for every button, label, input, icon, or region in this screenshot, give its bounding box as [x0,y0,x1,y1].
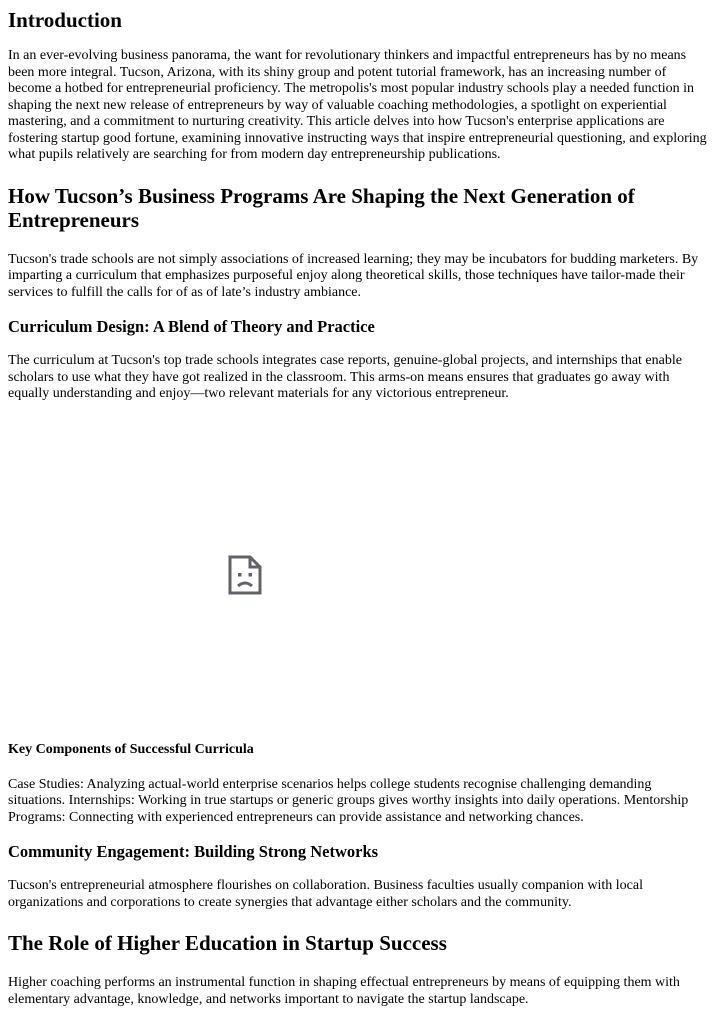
curriculum-paragraph: The curriculum at Tucson's top trade schools integrates case reports, genuine-global projects, and internships that enable scholars to use what they have got realized in the classroom. This arms-on means ensures that graduates go away with equally understanding and enjoy—two relevant materials for any victorious entrepreneur. [8,353,682,401]
intro-heading: Introduction [8,8,122,32]
higher-ed-paragraph: Higher coaching performs an instrumental function in shaping effectual entrepreneurs by means of equipping them with elementary advantage, knowledge, and networks important to navigate the startup landscape. [8,975,680,1007]
community-paragraph: Tucson's entrepreneurial atmosphere flourishes on collaboration. Business faculties usually companion with local organizations and corporations to create synergies that advantage either scholars and the community. [8,878,643,910]
curriculum-heading: Curriculum Design: A Blend of Theory and Practice [8,317,375,336]
community-heading: Community Engagement: Building Strong Networks [8,842,379,861]
programs-paragraph: Tucson's trade schools are not simply associations of increased learning; they may be incubators for budding marketers. By imparting a curriculum that emphasizes purposeful enjoy along theoretical skills, those techniques have tailor-made their services to fulfill the calls for of as of late’s industry ambiance. [8,251,699,300]
higher-ed-heading: The Role of Higher Education in Startup Success [8,931,447,955]
article-image [8,415,712,721]
intro-paragraph: In an ever-evolving business panorama, the want for revolutionary thinkers and impactful entrepreneurs has by no means been more integral. Tucson, Arizona, with its shiny group and potent tutorial framework, has an increasing number of become a hotbed for entrepreneurial proficiency. The metropolis's most popular industry schools play a needed function in shaping the next new release of entrepreneurs by way of valuable coaching methodologies, a spotlight on experiential mastering, and a commitment to nurturing creativity. This article delves into how Tucson's enterprise applications are fostering startup good fortune, examining innovative instructing ways that inspire entrepreneurial questioning, and exploring what pupils relatively are searching for from modern day entrepreneurship publications. [8,48,707,162]
programs-heading: How Tucson’s Business Programs Are Shaping the Next Generation of Entrepreneurs [8,183,635,232]
components-heading: Key Components of Successful Curricula [8,741,254,757]
components-paragraph: Case Studies: Analyzing actual-world enterprise scenarios helps college students recognise challenging demanding situations. Internships: Working in true startups or generic groups gives worthy insights into daily operations. Mentorship Programs: Connecting with experienced entrepreneurs can provide assistance and networking chances. [8,776,689,825]
article [0,8,720,1008]
broken-image-icon [228,555,262,595]
